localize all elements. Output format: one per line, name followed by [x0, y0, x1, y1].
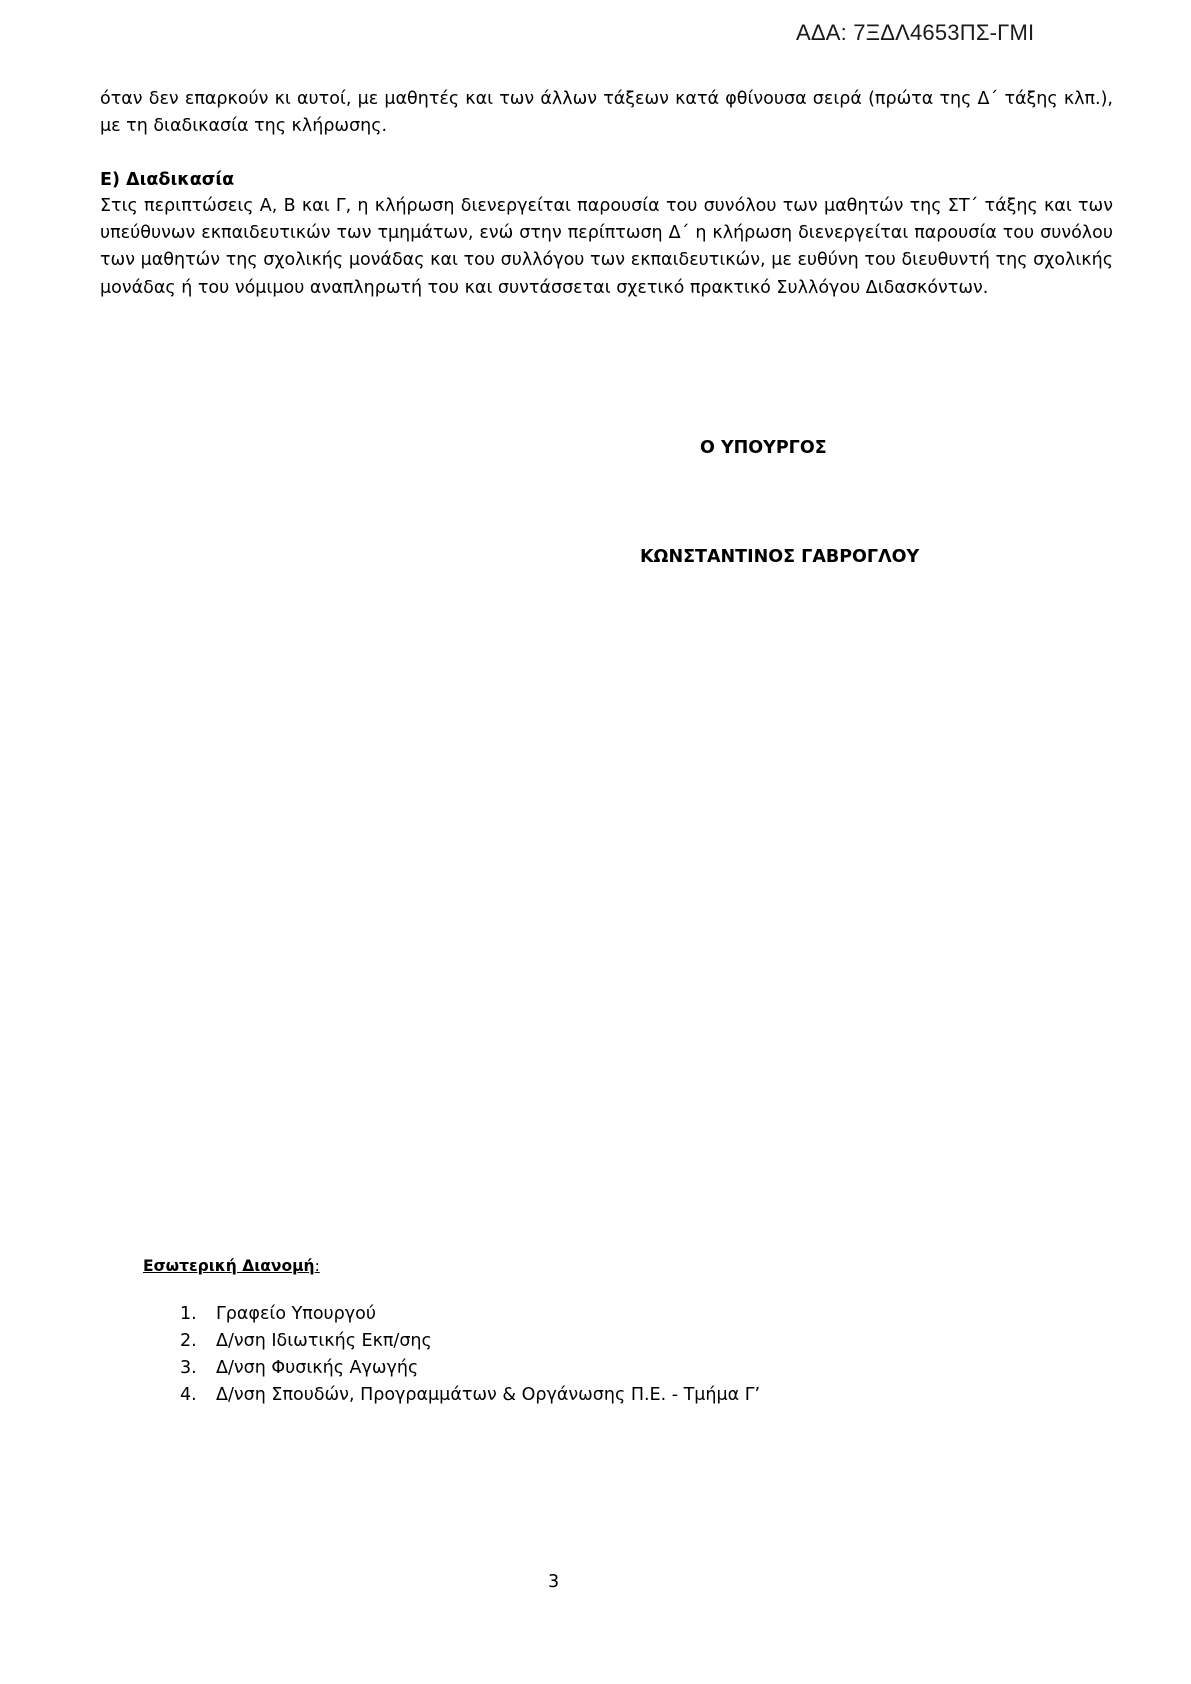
section-e-body: Στις περιπτώσεις Α, Β και Γ, η κλήρωση διενεργείται παρουσία του συνόλου των μαθητών της ΣΤ΄ τάξης και των υπεύθυνων εκπαιδευτικών των τμημάτων, ενώ στην περίπτωση Δ΄ η κλήρωση διενεργείται παρουσία του συνόλου των μαθητών της σχολικής μονάδας και του συλλόγου των εκπαιδευτικών, με ευθύνη του διευθυντή της σχολικής μονάδας ή του νόμιμου αναπληρωτή του και συντάσσεται σχετικό πρακτικό Συλλόγου Διδασκόντων.	[100, 196, 1113, 298]
list-item-text: Δ/νση Φυσικής Αγωγής	[216, 1358, 419, 1378]
list-item-number: 3.	[180, 1358, 197, 1378]
list-item	[180, 1382, 760, 1409]
list-item-text: Γραφείο Υπουργού	[216, 1304, 376, 1324]
list-item-text: Δ/νση Ιδιωτικής Εκπ/σης	[216, 1331, 432, 1351]
list-item	[180, 1355, 760, 1382]
list-item	[180, 1328, 760, 1355]
signature-title: Ο ΥΠΟΥΡΓΟΣ	[700, 438, 827, 458]
distribution-title-text: Εσωτερική Διανομή	[143, 1257, 315, 1275]
page-number: 3	[548, 1572, 560, 1592]
distribution-list	[180, 1301, 760, 1409]
document-body	[100, 86, 1113, 140]
distribution-title-colon: :	[314, 1257, 320, 1275]
list-item	[180, 1301, 760, 1328]
list-item-number: 2.	[180, 1331, 197, 1351]
intro-paragraph: όταν δεν επαρκούν κι αυτοί, με μαθητές και των άλλων τάξεων κατά φθίνουσα σειρά (πρώτα της Δ΄ τάξης κλπ.), με τη διαδικασία της κλήρωσης.	[100, 89, 1113, 136]
ada-code: ΑΔΑ: 7ΞΔΛ4653ΠΣ-ΓΜΙ	[796, 20, 1035, 45]
distribution-title	[143, 1257, 320, 1275]
list-item-number: 4.	[180, 1385, 197, 1405]
signature-name: ΚΩΝΣΤΑΝΤΙΝΟΣ ΓΑΒΡΟΓΛΟΥ	[640, 547, 920, 567]
section-e-title: Ε) Διαδικασία	[100, 170, 235, 190]
list-item-number: 1.	[180, 1304, 197, 1324]
list-item-text: Δ/νση Σπουδών, Προγραμμάτων & Οργάνωσης Π.Ε. - Τμήμα Γ’	[216, 1385, 761, 1405]
